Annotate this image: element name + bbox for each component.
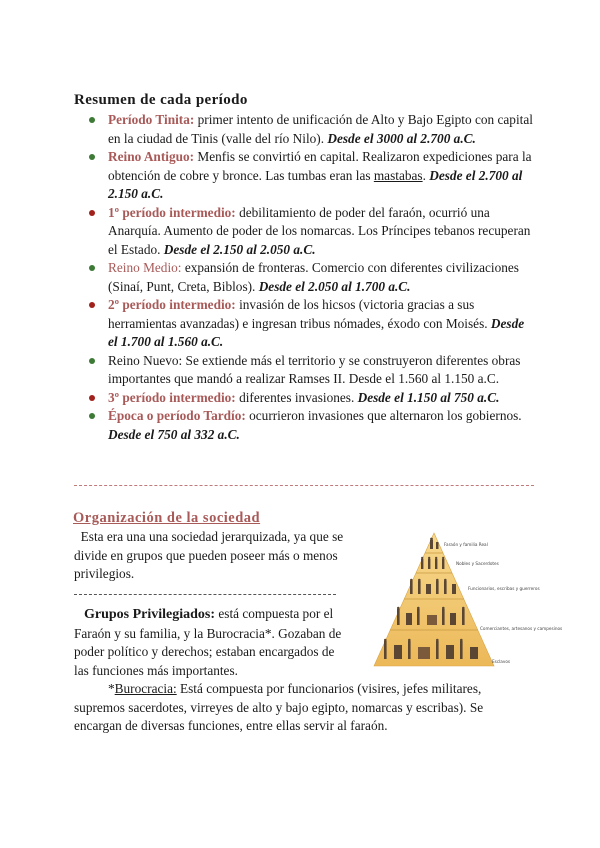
intro-paragraph bbox=[74, 528, 344, 584]
period-description-tail: . bbox=[422, 167, 430, 183]
period-range: Desde el 3000 al 2.700 a.C. bbox=[327, 130, 476, 146]
grupos-text: está compuesta por el Faraón y su familia, y la Burocracia*. Gozaban de poder político y derechos; estaban encargados de las funciones más importantes. bbox=[74, 606, 342, 678]
period-description: primer intento de unificación de Alto y Bajo Egipto con capital en la ciudad de Tinis (valle del río Nilo). bbox=[108, 112, 533, 146]
bullet-icon bbox=[89, 265, 95, 271]
burocracia-paragraph bbox=[74, 680, 534, 736]
underlined-term: mastabas bbox=[373, 167, 423, 183]
bullet-icon bbox=[89, 358, 95, 364]
intro-text: Esta era una una sociedad jerarquizada, ya que se divide en grupos que pueden poseer más o menos privilegios. bbox=[74, 529, 344, 581]
period-range: Desde el 2.050 al 1.700 a.C. bbox=[258, 278, 411, 294]
period-range: Desde el 2.700 al 2.150 a.C. bbox=[108, 167, 523, 201]
pyramid-label-faraon: Faraón y familia Real bbox=[444, 542, 488, 547]
list-item bbox=[88, 111, 533, 148]
bullet-icon bbox=[89, 413, 95, 419]
list-item bbox=[88, 296, 533, 352]
list-item bbox=[88, 204, 533, 260]
period-name: Período Tinita: bbox=[108, 112, 195, 127]
section-title-resumen: Resumen de cada período bbox=[74, 92, 248, 108]
bullet-icon bbox=[89, 154, 95, 160]
social-pyramid-illustration bbox=[372, 531, 600, 671]
bullet-icon bbox=[89, 117, 95, 123]
period-description: ocurrieron invasiones que alternaron los gobiernos. bbox=[245, 408, 522, 423]
burocracia-label: Burocracia: bbox=[114, 681, 177, 696]
grupos-heading: Grupos Privilegiados: bbox=[83, 607, 216, 622]
pyramid-label-nobles: Nobles y Sacerdotes bbox=[456, 561, 499, 566]
grupos-paragraph bbox=[74, 605, 344, 680]
list-item bbox=[88, 148, 533, 204]
period-description: expansión de fronteras. Comercio con diferentes civilizaciones (Sinaí, Punt, Creta, Biblos). bbox=[108, 260, 519, 294]
period-name: Reino Antiguo: bbox=[108, 149, 195, 164]
period-name: Reino Nuevo: bbox=[108, 352, 183, 368]
period-description: diferentes invasiones. bbox=[235, 389, 358, 405]
period-description: Se extiende más el territorio y se construyeron diferentes obras importantes que mandó a realizar Ramses II. Desde el 1.560 al 1.150 a.C. bbox=[108, 352, 521, 386]
period-range: Desde el 1.700 al 1.560 a.C. bbox=[108, 315, 525, 349]
period-description: Menfis se convirtió en capital. Realizaron expediciones para la obtención de cobre y bronce. Las tumbas eran las bbox=[108, 149, 532, 183]
burocracia-text: Está compuesta por funcionarios (visires, jefes militares, supremos sacerdotes, virreyes de alto y bajo egipto, nomarcas y escribas). Se encargan de diversas funciones, entre ellas servir al faraón. bbox=[74, 681, 484, 733]
period-name: 1º período intermedio: bbox=[108, 204, 236, 220]
list-item bbox=[88, 407, 533, 444]
period-description: invasión de los hicsos (victoria gracias a sus herramientas avanzadas) e ingresan tribus nómades, éxodo con Moisés. bbox=[108, 297, 491, 331]
bullet-icon bbox=[89, 395, 95, 401]
subsection-divider bbox=[74, 594, 336, 595]
periods-list bbox=[88, 111, 533, 444]
pyramid-label-comerciantes: Comerciantes, artesanos y campesinos bbox=[480, 626, 563, 631]
period-description: debilitamiento de poder del faraón, ocurrió una Anarquía. Aumento de poder de los nomarcas. Los Príncipes tebanos recuperan el Estado. bbox=[108, 204, 531, 257]
footnote-marker: * bbox=[108, 681, 115, 696]
pyramid-label-esclavos: Esclavos bbox=[492, 659, 511, 664]
period-range: Desde el 750 al 332 a.C. bbox=[108, 426, 240, 442]
period-name: Época o período Tardío: bbox=[108, 408, 246, 423]
list-item bbox=[88, 389, 533, 408]
list-item bbox=[88, 352, 533, 389]
section-title-organizacion: Organización de la sociedad bbox=[73, 510, 261, 526]
list-item bbox=[88, 259, 533, 296]
period-range: Desde el 2.150 al 2.050 a.C. bbox=[163, 241, 316, 257]
period-name: 3º período intermedio: bbox=[108, 389, 236, 405]
period-name: 2º período intermedio: bbox=[108, 297, 236, 312]
section-divider bbox=[74, 485, 534, 486]
period-name: Reino Medio: bbox=[108, 260, 182, 275]
bullet-icon bbox=[89, 210, 95, 216]
pyramid-label-funcionarios: Funcionarios, escribas y guerreros bbox=[468, 586, 540, 591]
period-range: Desde el 1.150 al 750 a.C. bbox=[357, 389, 500, 405]
bullet-icon bbox=[89, 302, 95, 308]
